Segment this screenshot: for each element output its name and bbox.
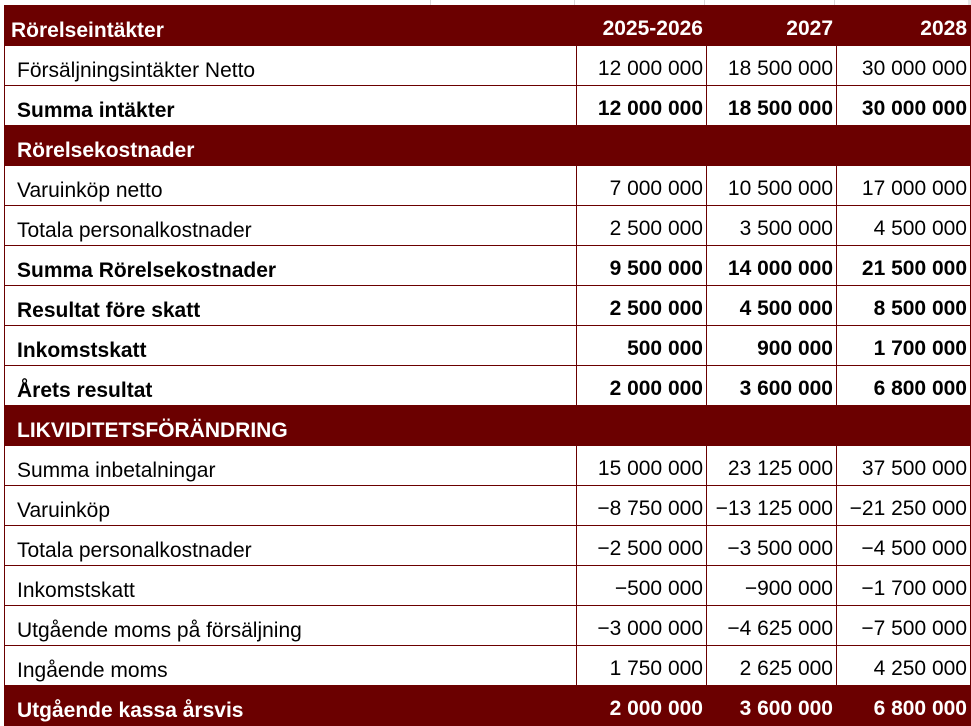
table-row — [5, 286, 971, 326]
table-row — [5, 206, 971, 246]
row-label[interactable]: Summa intäkter — [5, 86, 577, 126]
section-row — [5, 406, 971, 446]
value-cell[interactable]: 4 500 000 — [837, 206, 971, 246]
header-year-1[interactable]: 2025-2026 — [577, 6, 707, 46]
value-cell[interactable]: −13 125 000 — [707, 486, 837, 526]
row-label[interactable]: Totala personalkostnader — [5, 206, 577, 246]
header-row — [5, 6, 971, 46]
row-label[interactable]: Totala personalkostnader — [5, 526, 577, 566]
row-label[interactable]: Ingående moms — [5, 646, 577, 686]
value-cell[interactable]: 2 500 000 — [577, 286, 707, 326]
value-cell[interactable] — [707, 406, 837, 446]
value-cell[interactable]: 500 000 — [577, 326, 707, 366]
value-cell[interactable]: 30 000 000 — [837, 86, 971, 126]
value-cell[interactable]: 3 500 000 — [707, 206, 837, 246]
value-cell[interactable]: 37 500 000 — [837, 446, 971, 486]
value-cell[interactable]: 10 500 000 — [707, 166, 837, 206]
value-cell[interactable]: 2 000 000 — [577, 366, 707, 406]
value-cell[interactable]: 2 000 000 — [577, 686, 707, 726]
value-cell[interactable]: 2 500 000 — [577, 206, 707, 246]
row-label[interactable]: Inkomstskatt — [5, 326, 577, 366]
value-cell[interactable]: −7 500 000 — [837, 606, 971, 646]
value-cell[interactable]: −3 000 000 — [577, 606, 707, 646]
value-cell[interactable] — [577, 406, 707, 446]
row-label[interactable]: Utgående kassa årsvis — [5, 686, 577, 726]
value-cell[interactable]: 3 600 000 — [707, 686, 837, 726]
value-cell[interactable]: −900 000 — [707, 566, 837, 606]
header-year-3[interactable]: 2028 — [837, 6, 971, 46]
value-cell[interactable]: 900 000 — [707, 326, 837, 366]
value-cell[interactable]: 21 500 000 — [837, 246, 971, 286]
row-label[interactable]: Årets resultat — [5, 366, 577, 406]
value-cell[interactable]: 2 625 000 — [707, 646, 837, 686]
value-cell[interactable] — [707, 126, 837, 166]
value-cell[interactable]: 18 500 000 — [707, 46, 837, 86]
value-cell[interactable]: 17 000 000 — [837, 166, 971, 206]
value-cell[interactable]: 9 500 000 — [577, 246, 707, 286]
row-label[interactable]: LIKVIDITETSFÖRÄNDRING — [5, 406, 577, 446]
row-label[interactable]: Utgående moms på försäljning — [5, 606, 577, 646]
value-cell[interactable]: 3 600 000 — [707, 366, 837, 406]
value-cell[interactable]: 23 125 000 — [707, 446, 837, 486]
value-cell[interactable]: 4 250 000 — [837, 646, 971, 686]
value-cell[interactable]: 4 500 000 — [707, 286, 837, 326]
header-year-2[interactable]: 2027 — [707, 6, 837, 46]
section-row — [5, 126, 971, 166]
row-label[interactable]: Försäljningsintäkter Netto — [5, 46, 577, 86]
table-row — [5, 366, 971, 406]
value-cell[interactable]: 12 000 000 — [577, 86, 707, 126]
value-cell[interactable]: 15 000 000 — [577, 446, 707, 486]
value-cell[interactable]: 1 700 000 — [837, 326, 971, 366]
value-cell[interactable]: −21 250 000 — [837, 486, 971, 526]
table-row — [5, 86, 971, 126]
table-row — [5, 646, 971, 686]
table-row — [5, 566, 971, 606]
value-cell[interactable]: 8 500 000 — [837, 286, 971, 326]
value-cell[interactable]: 18 500 000 — [707, 86, 837, 126]
value-cell[interactable]: −4 500 000 — [837, 526, 971, 566]
row-label[interactable]: Varuinköp netto — [5, 166, 577, 206]
table-row — [5, 686, 971, 726]
table-row — [5, 486, 971, 526]
value-cell[interactable]: 6 800 000 — [837, 366, 971, 406]
value-cell[interactable] — [577, 126, 707, 166]
value-cell[interactable]: −8 750 000 — [577, 486, 707, 526]
table-row — [5, 246, 971, 286]
value-cell[interactable]: −500 000 — [577, 566, 707, 606]
row-label[interactable]: Varuinköp — [5, 486, 577, 526]
value-cell[interactable]: −4 625 000 — [707, 606, 837, 646]
row-label[interactable]: Summa inbetalningar — [5, 446, 577, 486]
value-cell[interactable]: 7 000 000 — [577, 166, 707, 206]
value-cell[interactable]: 12 000 000 — [577, 46, 707, 86]
value-cell[interactable] — [837, 126, 971, 166]
table-row — [5, 46, 971, 86]
value-cell[interactable]: 30 000 000 — [837, 46, 971, 86]
value-cell[interactable]: 14 000 000 — [707, 246, 837, 286]
value-cell[interactable]: 1 750 000 — [577, 646, 707, 686]
financial-table — [4, 5, 971, 726]
table-row — [5, 326, 971, 366]
table-row — [5, 606, 971, 646]
value-cell[interactable]: 6 800 000 — [837, 686, 971, 726]
value-cell[interactable] — [837, 406, 971, 446]
table-row — [5, 526, 971, 566]
value-cell[interactable]: −3 500 000 — [707, 526, 837, 566]
value-cell[interactable]: −2 500 000 — [577, 526, 707, 566]
table-row — [5, 446, 971, 486]
row-label[interactable]: Rörelsekostnader — [5, 126, 577, 166]
row-label[interactable]: Inkomstskatt — [5, 566, 577, 606]
header-label[interactable]: Rörelseintäkter — [5, 6, 577, 46]
row-label[interactable]: Summa Rörelsekostnader — [5, 246, 577, 286]
value-cell[interactable]: −1 700 000 — [837, 566, 971, 606]
table-row — [5, 166, 971, 206]
row-label[interactable]: Resultat före skatt — [5, 286, 577, 326]
